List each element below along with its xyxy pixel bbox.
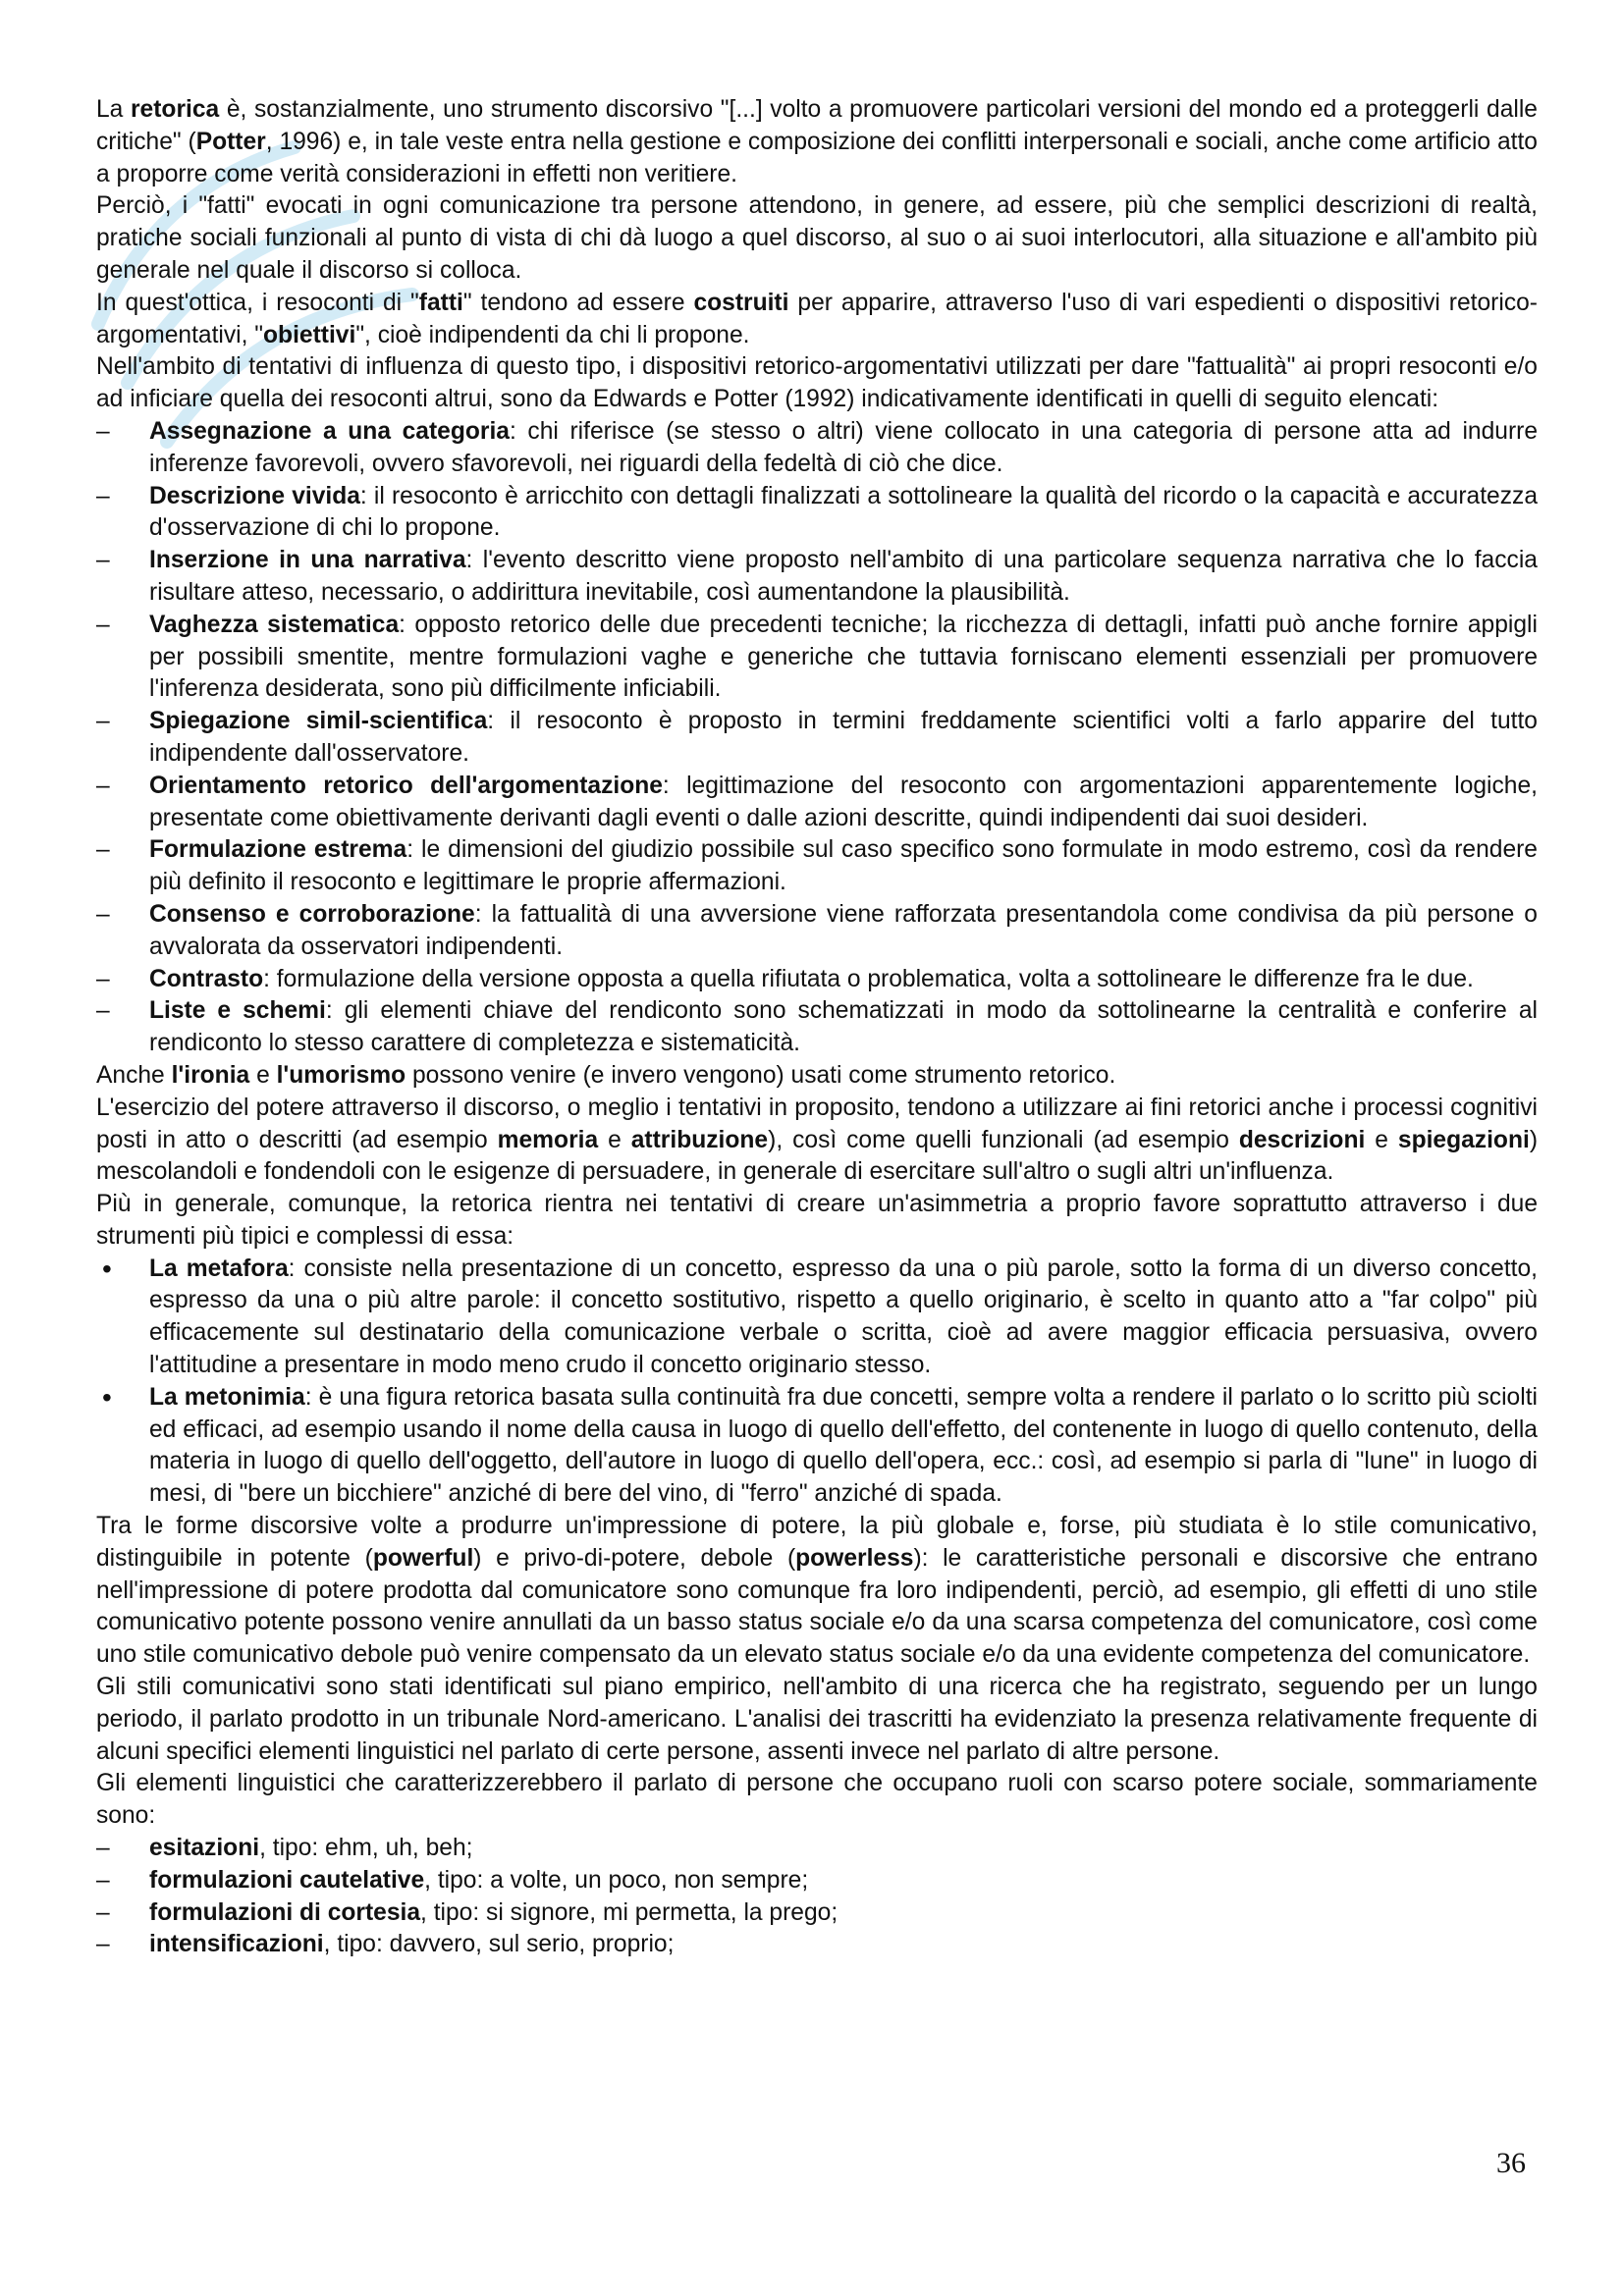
list-item-text: : la fattualità di una avversione viene rafforzata presentandola come condivisa da più persone o avvalorata da osservatori indipendenti. [149,900,1538,960]
text-run: La [96,96,131,123]
list-item [96,1254,1538,1382]
paragraph [96,94,1538,190]
list-item-text: : formulazione della versione opposta a quella rifiutata o problematica, volta a sottolineare le differenze fra le due. [263,965,1474,992]
bold-term: powerless [795,1544,914,1572]
list-item [96,1929,1538,1961]
rhetorical-figures-list [96,1254,1538,1511]
list-item [96,995,1538,1060]
page-number: 36 [1496,2147,1526,2179]
text-run: e [1365,1126,1398,1153]
paragraph [96,1189,1538,1254]
text-run: ", cioè indipendenti da chi li propone. [355,321,750,348]
list-item [96,771,1538,835]
paragraph [96,190,1538,287]
list-item-term: Orientamento retorico dell'argomentazione [149,772,663,799]
list-item-term: Descrizione vivida [149,482,360,509]
list-item-text: : gli elementi chiave del rendiconto sono schematizzati in modo da sottolinearne la centralità e conferire al rendiconto lo stesso carattere di completezza e sistematicità. [149,997,1538,1057]
list-item [96,545,1538,610]
list-item-text: : chi riferisce (se stesso o altri) viene collocato in una categoria di persone atta ad indurre inferenze favorevoli, ovvero sfavorevoli, nei riguardi della fedeltà di ciò che dice. [149,417,1539,477]
list-item [96,610,1538,706]
list-item-term: formulazioni di cortesia [149,1898,421,1926]
list-item-term: Vaghezza sistematica [149,611,400,638]
list-item [96,899,1538,964]
paragraph [96,288,1538,352]
list-item-term: esitazioni [149,1835,260,1862]
paragraph [96,1511,1538,1672]
list-item-text: : legittimazione del resoconto con argomentazioni apparentemente logiche, presentate come obiettivamente derivanti dagli eventi o dalle azioni descritte, quindi indipendenti dai suoi desideri. [149,772,1538,831]
list-item [96,1382,1538,1511]
paragraph [96,1060,1538,1093]
text-run: e [598,1126,631,1153]
list-item-text: : il resoconto è arricchito con dettagli finalizzati a sottolineare la qualità del ricordo o la capacità e accuratezza d'osservazione di chi lo propone. [149,482,1538,542]
list-item [96,1865,1538,1897]
list-item [96,481,1538,546]
paragraph [96,1093,1538,1189]
paragraph [96,351,1538,416]
text-run: Gli stili comunicativi sono stati identificati sul piano empirico, nell'ambito di una ricerca che ha registrato, seguendo per un lungo periodo, il parlato prodotto in un tribunale Nord-americano. L'analisi dei trascritti ha evidenziato la presenza relativamente frequente di alcuni specifici elementi linguistici nel parlato di certe persone, assenti invece nel parlato di altre persone. [96,1674,1538,1765]
text-run: è, sostanzialmente, uno strumento discorsivo "[...] volto a promuovere particolari versioni del mondo ed a proteggerli dalle critiche" ( [96,96,1538,155]
text-run: Nell'ambito di tentativi di influenza di questo tipo, i dispositivi retorico-argomentativi utilizzati per dare "fattualità" ai propri resoconti e/o ad inficiare quella dei resoconti altrui, sono da Edwards e Potter (1992) indicativamente identificati in quelli di seguito elencati: [96,353,1538,413]
bold-term: retorica [130,96,220,123]
text-run: Più in generale, comunque, la retorica rientra nei tentativi di creare un'asimmetria a proprio favore soprattutto attraverso i due strumenti più tipici e complessi di essa: [96,1191,1538,1250]
bold-term: obiettivi [263,321,356,348]
text-run: L'esercizio del potere attraverso il discorso, o meglio i tentativi in proposito, tendono a utilizzare ai fini retorici anche i processi cognitivi posti in atto o descritti (ad esempio [96,1094,1538,1153]
list-item-text: : è una figura retorica basata sulla continuità fra due concetti, sempre volta a rendere il parlato o lo scritto più sciolti ed efficaci, ad esempio usando il nome della causa in luogo di quello dell'effetto, del contenente in luogo di quello contenuto, della materia in luogo di quello dell'oggetto, dell'autore in luogo di quello dell'opera, ecc.: così, ad esempio si parla di "lune" in luogo di mesi, di "bere un bicchiere" anziché di bere del vino, di "ferro" anziché di spada. [149,1383,1538,1508]
paragraph [96,1768,1538,1833]
list-item-term: Spiegazione simil-scientifica [149,708,488,735]
list-item [96,706,1538,771]
text-run: ): le caratteristiche personali e discorsive che entrano nell'impressione di potere prodotta dal comunicatore sono comunque fra loro indipendenti, perciò, ad esempio, gli effetti di uno stile comunicativo potente possono venire annullati da un basso status sociale e/o da una scarsa competenza del comunicatore, così come uno stile comunicativo debole può venire compensato da un elevato status sociale e/o da una evidente competenza del comunicatore. [96,1544,1539,1669]
list-item-term: intensificazioni [149,1931,324,1958]
list-item-text: : il resoconto è proposto in termini freddamente scientifici volti a farlo apparire del tutto indipendente dall'osservatore. [149,708,1538,767]
bold-term: powerful [372,1544,474,1572]
text-run: ) e privo-di-potere, debole ( [473,1544,796,1572]
text-run: per apparire, attraverso l'uso di vari espedienti o dispositivi retorico-argomentativi, " [96,289,1538,348]
list-item-term: Consenso e corroborazione [149,900,475,928]
text-run: In quest'ottica, i resoconti di " [96,289,419,316]
text-run: Gli elementi linguistici che caratterizzerebbero il parlato di persone che occupano ruoli con scarso potere sociale, sommariamente sono: [96,1770,1538,1830]
list-item-term: Assegnazione a una categoria [149,417,510,445]
bold-term: l'umorismo [276,1061,406,1089]
bold-term: spiegazioni [1397,1126,1530,1153]
bold-term: descrizioni [1238,1126,1366,1153]
style-paragraphs [96,1511,1538,1833]
text-run: Tra le forme discorsive volte a produrre un'impressione di potere, la più globale e, forse, più studiata è lo stile comunicativo, distinguibile in potente ( [96,1513,1538,1572]
bold-term: memoria [497,1126,599,1153]
list-item-term: La metonimia [149,1383,305,1411]
text-run: e [249,1061,277,1089]
list-item-term: Inserzione in una narrativa [149,547,466,574]
text-run: Anche [96,1061,172,1089]
list-item-text: : consiste nella presentazione di un concetto, espresso da una o più parole, sotto la forma di un diverso concetto, espresso da una o più altre parole: il concetto sostitutivo, rispetto a quello originario, è scelto in quanto atto a "far colpo" più efficacemente sul destinatario della comunicazione verbale o scritta, cioè ad avere maggior efficacia persuasiva, ovvero l'attitudine a presentare in modo meno crudo il concetto originario stesso. [149,1255,1538,1379]
list-item-text: : opposto retorico delle due precedenti tecniche; la ricchezza di dettagli, infatti può anche fornire appigli per possibili smentite, mentre formulazioni vaghe e generiche che tuttavia forniscano elementi essenziali per promuovere l'inferenza desiderata, sono più difficilmente inficiabili. [149,611,1538,703]
text-run: ), così come quelli funzionali (ad esempio [768,1126,1239,1153]
list-item [96,416,1538,481]
list-item [96,1897,1538,1930]
list-item-term: formulazioni cautelative [149,1866,425,1894]
bold-term: l'ironia [171,1061,250,1089]
powerless-features-list [96,1833,1538,1961]
text-run: possono venire (e invero vengono) usati come strumento retorico. [406,1061,1116,1089]
text-run: ) mescolandoli e fondendoli con le esigenze di persuadere, in generale di esercitare sull'altro o sugli altri un'influenza. [96,1126,1539,1186]
list-item-text: , tipo: ehm, uh, beh; [259,1835,473,1862]
middle-paragraphs [96,1060,1538,1254]
list-item [96,1833,1538,1865]
document-page [96,94,1538,1961]
list-item-term: Formulazione estrema [149,836,407,864]
list-item-term: Liste e schemi [149,997,326,1025]
list-item-text: , tipo: a volte, un poco, non sempre; [424,1866,809,1894]
list-item-term: Contrasto [149,965,264,992]
bold-term: fatti [418,289,463,316]
list-item-text: : le dimensioni del giudizio possibile sul caso specifico sono formulate in modo estremo, così da rendere più definito il resoconto e legittimare le proprie affermazioni. [149,836,1538,896]
rhetorical-devices-list [96,416,1538,1060]
list-item-text: : l'evento descritto viene proposto nell'ambito di una particolare sequenza narrativa che lo faccia risultare atteso, necessario, o addirittura inevitabile, così aumentandone la plausibilità. [149,547,1538,606]
list-item [96,964,1538,996]
text-run: Perciò, i "fatti" evocati in ogni comunicazione tra persone attendono, in genere, ad essere, più che semplici descrizioni di realtà, pratiche sociali funzionali al punto di vista di chi dà luogo a quel discorso, al suo o ai suoi interlocutori, alla situazione e all'ambito più generale nel quale il discorso si colloca. [96,192,1538,284]
list-item-text: , tipo: si signore, mi permetta, la prego; [420,1898,839,1926]
bold-term: attribuzione [630,1126,769,1153]
intro-paragraphs [96,94,1538,416]
text-run: , 1996) e, in tale veste entra nella gestione e composizione dei conflitti interpersonali e sociali, anche come artificio atto a proporre come verità considerazioni in effetti non veritiere. [96,128,1538,187]
text-run: " tendono ad essere [462,289,694,316]
list-item-text: , tipo: davvero, sul serio, proprio; [323,1931,675,1958]
bold-term: costruiti [693,289,789,316]
bold-term: Potter [195,128,266,155]
list-item [96,834,1538,899]
paragraph [96,1672,1538,1768]
list-item-term: La metafora [149,1255,289,1282]
